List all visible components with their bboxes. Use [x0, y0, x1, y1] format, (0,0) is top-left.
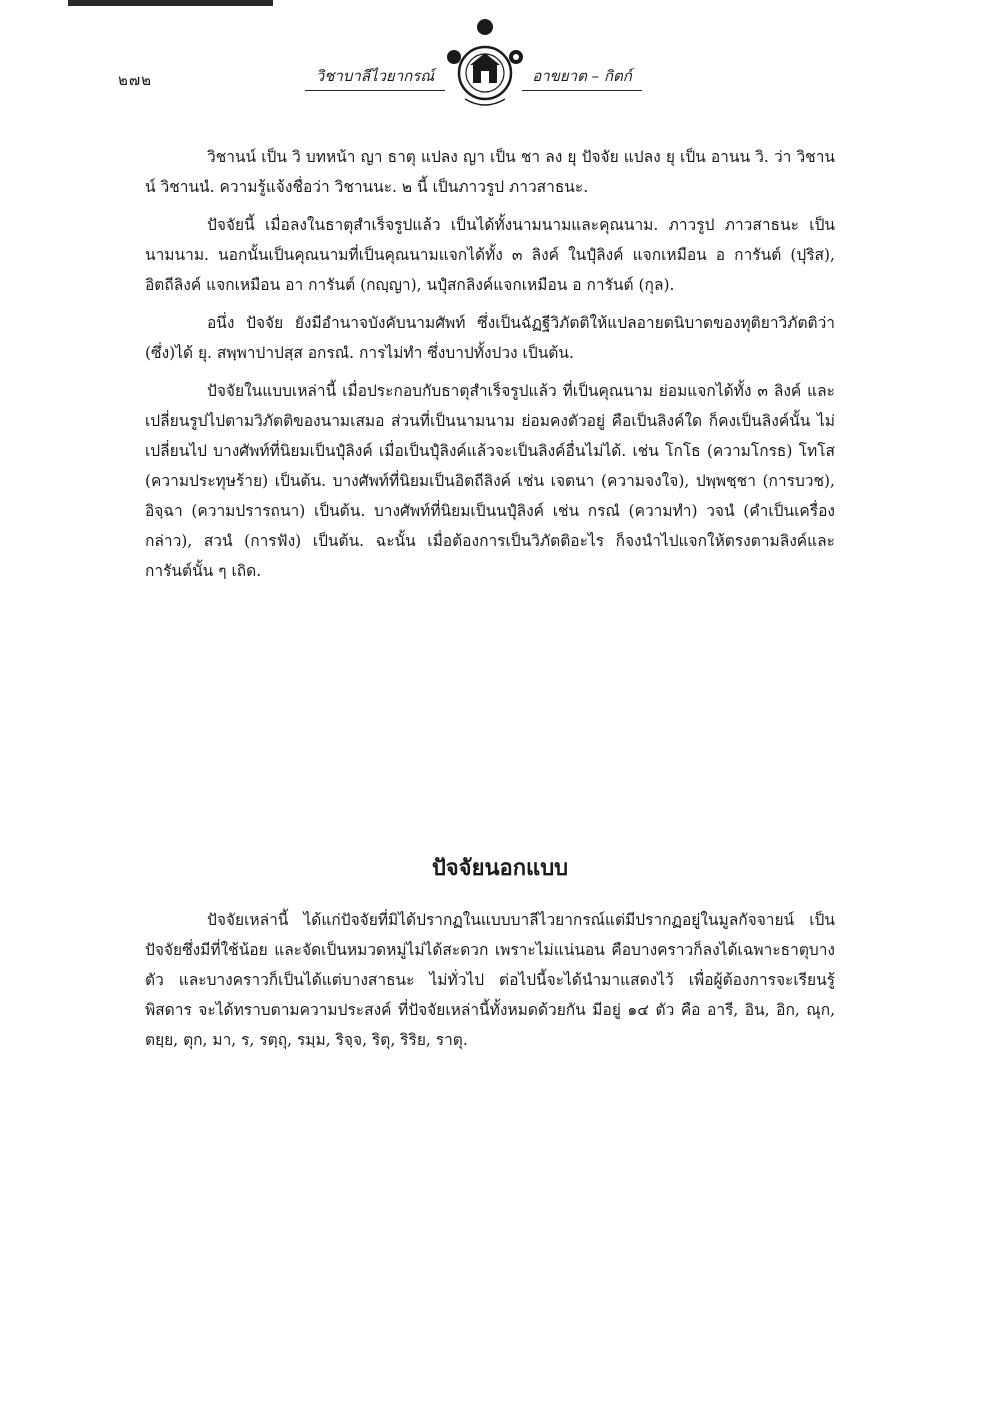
paragraph-2: ปัจจัยนี้ เมื่อลงในธาตุสำเร็จรูปแล้ว เป็นได้ทั้งนามนามและคุณนาม. ภาวรูป ภาวสาธนะ เป็นนามนาม. นอกนั้นเป็นคุณนามที่เป็นคุณนามแจกได้ทั้ง ๓ ลิงค์ ในปุํลิงค์ แจกเหมือน อ การันต์ (ปุริส), อิตถีลิงค์ แจกเหมือน อา การันต์ (กญฺญา), นปุํสกลิงค์แจกเหมือน อ การันต์ (กุล). [145, 216, 835, 294]
section-title: ปัจจัยนอกแบบ [431, 855, 569, 881]
header-right-title: อาขยาต – กิตก์ [522, 64, 642, 91]
main-text [145, 142, 835, 594]
header-left-title: วิชาบาลีไวยากรณ์ [305, 64, 445, 91]
paragraph-4: ปัจจัยในแบบเหล่านี้ เมื่อประกอบกับธาตุสำเร็จรูปแล้ว ที่เป็นคุณนาม ย่อมแจกได้ทั้ง ๓ ลิงค์ และเปลี่ยนรูปไปตามวิภัตติของนามเสมอ ส่วนที่เป็นนามนาม ย่อมคงตัวอยู่ คือเป็นลิงค์ใด ก็คงเป็นลิงค์นั้น ไม่เปลี่ยนไป บางศัพท์ที่นิยมเป็นปุํลิงค์ เมื่อเป็นปุํลิงค์แล้วจะเป็นลิงค์อื่นไม่ได้. เช่น โกโธ (ความโกรธ) โทโส (ความประทุษร้าย) เป็นต้น. บางศัพท์ที่นิยมเป็นอิตถีลิงค์ เช่น เจตนา (ความจงใจ), ปพฺพชฺชา (การบวช), อิจฺฉา (ความปรารถนา) เป็นต้น. บางศัพท์ที่นิยมเป็นนปุํลิงค์ เช่น กรณํ (ความทำ) วจนํ (คำเป็นเครื่องกล่าว), สวนํ (การฟัง) เป็นต้น. ฉะนั้น เมื่อต้องการเป็นวิภัตติอะไร ก็จงนำไปแจกให้ตรงตามลิงค์และการันต์นั้น ๆ เถิด. [145, 382, 835, 580]
section-paragraph: ปัจจัยเหล่านี้ ได้แก่ปัจจัยที่มิได้ปรากฏในแบบบาลีไวยากรณ์แต่มีปรากฏอยู่ในมูลกัจจายน์ เป็นปัจจัยซึ่งมีที่ใช้น้อย และจัดเป็นหมวดหมู่ไม่ได้สะดวก เพราะไม่แน่นอน คือบางคราวก็ลงได้เฉพาะธาตุบางตัว และบางคราวก็เป็นได้แต่บางสาธนะ ไม่ทั่วไป ต่อไปนี้จะได้นำมาแสดงไว้ เพื่อผู้ต้องการจะเรียนรู้พิสดาร จะได้ทราบตามความประสงค์ ที่ปัจจัยเหล่านี้ทั้งหมดด้วยกัน มีอยู่ ๑๔ ตัว คือ อารี, อิน, อิก, ณุก, ตยฺย, ตุก, มา, ร, รตฺถุ, รมฺม, ริจฺจ, ริตุ, ริริย, ราตุ. [145, 911, 835, 1049]
paragraph-3: อนึ่ง ปัจจัย ยังมีอำนาจบังคับนามศัพท์ ซึ่งเป็นฉัฏฐีวิภัตติให้แปลอายตนิบาตของทุติยาวิภัตติว่า (ซึ่ง)ได้ ยุ. สพฺพาปาปสฺส อกรณํ. การไม่ทำ ซึ่งบาปทั้งปวง เป็นต้น. [145, 314, 835, 362]
page-header [0, 0, 1000, 130]
paragraph-1: วิชานน์ เป็น วิ บทหน้า ญา ธาตุ แปลง ญา เป็น ชา ลง ยุ ปัจจัย แปลง ยุ เป็น อานน วิ. ว่า วิชานน์ วิชานนํ. ความรู้แจ้งชื่อว่า วิชานนะ. ๒ นี้ เป็นภาวรูป ภาวสาธนะ. [145, 148, 835, 196]
page-number: ๒๗๒ [118, 71, 153, 89]
emblem-icon [440, 15, 530, 115]
section-text [145, 905, 835, 1055]
